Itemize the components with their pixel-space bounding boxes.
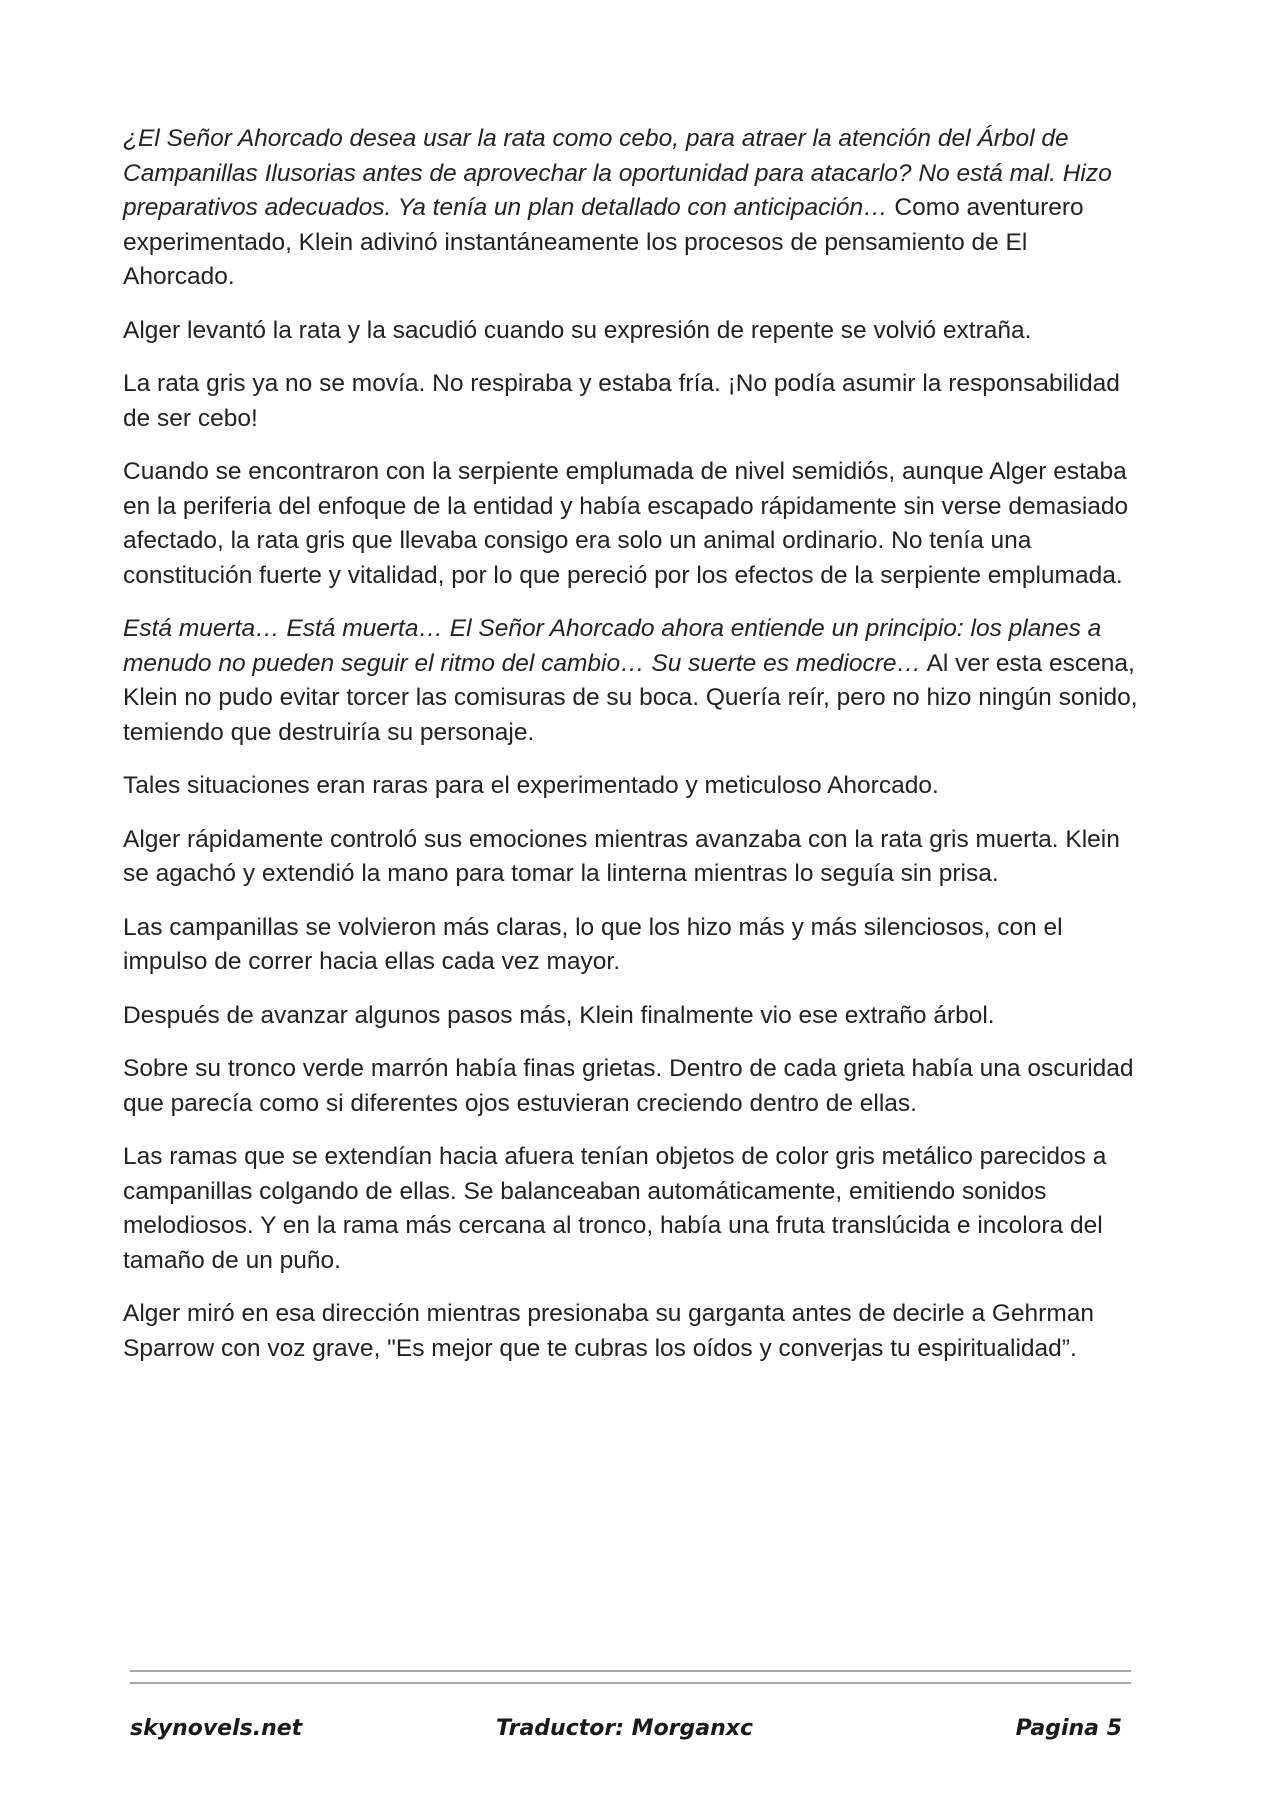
paragraph: [123, 999, 1143, 1034]
paragraph: [123, 1052, 1143, 1121]
paragraph-italic: Está muerta… Está muerta… El Señor Ahorcado ahora entiende un principio: los planes a menudo no pueden seguir el ritmo del cambio… Su suerte es mediocre…: [123, 615, 1102, 677]
paragraph: [123, 314, 1143, 349]
paragraph-text: Como aventurero experimentado, Klein adivinó instantáneamente los procesos de pensamiento de El Ahorcado.: [123, 194, 1084, 290]
footer-divider: [130, 1670, 1131, 1684]
paragraph: [123, 367, 1143, 436]
paragraph: [123, 612, 1143, 750]
paragraph-text: Alger rápidamente controló sus emociones mientras avanzaba con la rata gris muerta. Klein se agachó y extendió la mano para tomar la linterna mientras lo seguía sin prisa.: [123, 825, 1120, 887]
footer-page-number: Pagina 5: [1015, 1716, 1122, 1741]
paragraph-text: La rata gris ya no se movía. No respiraba y estaba fría. ¡No podía asumir la responsabilidad de ser cebo!: [123, 370, 1120, 432]
footer-rule-top: [130, 1670, 1131, 1672]
footer-site: skynovels.net: [130, 1716, 303, 1741]
footer-translator: Traductor: Morganxc: [496, 1716, 754, 1741]
paragraph: [123, 455, 1143, 593]
paragraph-text: Tales situaciones eran raras para el experimentado y meticuloso Ahorcado.: [123, 772, 939, 799]
paragraph-text: Alger miró en esa dirección mientras presionaba su garganta antes de decirle a Gehrman Sparrow con voz grave, "Es mejor que te cubras los oídos y converjas tu espiritualidad”.: [123, 1300, 1095, 1362]
paragraph: [123, 122, 1143, 295]
paragraph-text: Las campanillas se volvieron más claras, lo que los hizo más y más silenciosos, con el impulso de correr hacia ellas cada vez mayor.: [123, 913, 1063, 975]
paragraph: [123, 823, 1143, 892]
page-footer: [130, 1716, 1122, 1748]
paragraph: [123, 1297, 1143, 1366]
page-body: [123, 122, 1143, 1385]
paragraph-text: Las ramas que se extendían hacia afuera tenían objetos de color gris metálico parecidos a campanillas colgando de ellas. Se balanceaban automáticamente, emitiendo sonidos melodiosos. Y en la rama más cercana al tronco, había una fruta translúcida e incolora del tamaño de un puño.: [123, 1143, 1107, 1274]
paragraph-text: Cuando se encontraron con la serpiente emplumada de nivel semidiós, aunque Alger estaba en la periferia del enfoque de la entidad y había escapado rápidamente sin verse demasiado afectado, la rata gris que llevaba consigo era solo un animal ordinario. No tenía una constitución fuerte y vitalidad, por lo que pereció por los efectos de la serpiente emplumada.: [123, 458, 1129, 589]
paragraph: [123, 911, 1143, 980]
paragraph-text: Después de avanzar algunos pasos más, Klein finalmente vio ese extraño árbol.: [123, 1001, 995, 1029]
paragraph-text: Sobre su tronco verde marrón había finas grietas. Dentro de cada grieta había una oscuridad que parecía como si diferentes ojos estuvieran creciendo dentro de ellas.: [123, 1055, 1134, 1117]
footer-rule-bottom: [130, 1682, 1131, 1684]
paragraph-text: Al ver esta escena, Klein no pudo evitar torcer las comisuras de su boca. Quería reír, pero no hizo ningún sonido, temiendo que destruiría su personaje.: [123, 649, 1138, 746]
paragraph: [123, 769, 1143, 804]
paragraph: [123, 1140, 1143, 1278]
paragraph-text: Alger levantó la rata y la sacudió cuando su expresión de repente se volvió extraña.: [123, 316, 1032, 344]
paragraph-italic: ¿El Señor Ahorcado desea usar la rata como cebo, para atraer la atención del Árbol de Campanillas Ilusorias antes de aprovechar la oportunidad para atacarlo? No está mal. Hizo preparativos adecuados. Ya tenía un plan detallado con anticipación…: [123, 125, 1112, 221]
